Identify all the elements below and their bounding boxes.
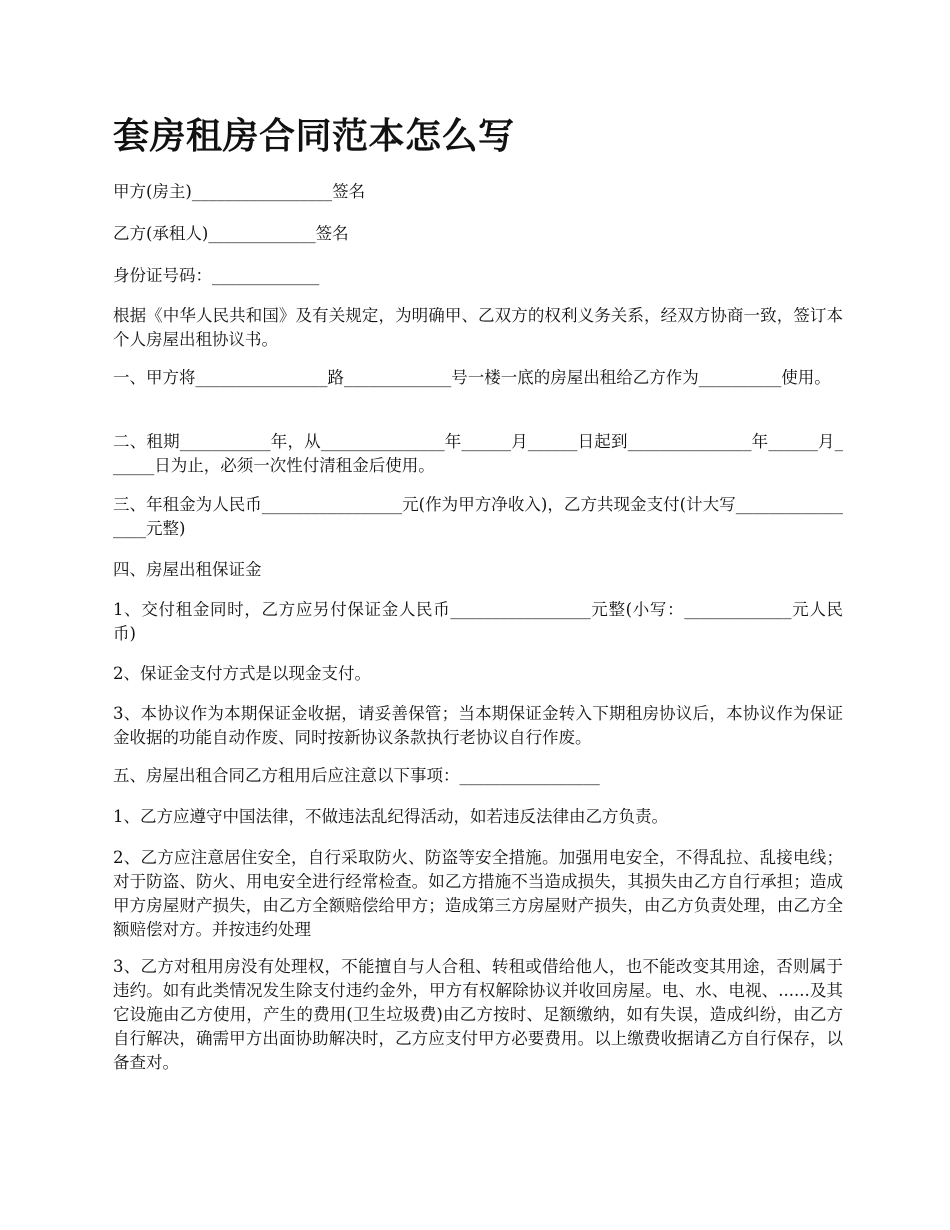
clause-4-item-3: 3、本协议作为本期保证金收据，请妥善保管；当本期保证金转入下期租房协议后，本协议作为保证金收据的功能自动作废、同时按新协议条款执行老协议自行作废。 — [113, 704, 843, 747]
clause-5-item-3: 3、乙方对租用房没有处理权，不能擅自与人合租、转租或借给他人，也不能改变其用途，否则属于违约。如有此类情况发生除支付违约金外，甲方有权解除协议并收回房屋。电、水、电视、......及其它设施由乙方使用，产生的费用(卫生垃圾费)由乙方按时、足额缴纳，如有失误，造成纠纷，由乙方自行解决，确需甲方出面协助解决时，乙方应支付甲方必要费用。以上缴费收据请乙方自行保存，以备查对。 — [113, 957, 843, 1072]
clause-4-heading: 四、房屋出租保证金 — [113, 560, 262, 579]
clause-5-heading: 五、房屋出租合同乙方租用后应注意以下事项：_________________ — [113, 766, 600, 785]
clause-3-rent: 三、年租金为人民币_________________元(作为甲方净收入)，乙方共现金支付(计大写_________________元整) — [113, 495, 843, 538]
clause-4-item-2: 2、保证金支付方式是以现金支付。 — [113, 664, 371, 683]
preamble-paragraph: 根据《中华人民共和国》及有关规定，为明确甲、乙双方的权利义务关系，经双方协商一致，签订本个人房屋出租协议书。 — [113, 306, 843, 349]
id-number-line: 身份证号码：_____________ — [113, 266, 320, 285]
tenant-signature-line: 乙方(承租人)_____________签名 — [113, 224, 349, 243]
clause-4-item-1: 1、交付租金同时，乙方应另付保证金人民币_________________元整(小写：_____________元人民币) — [113, 600, 843, 643]
document-title: 套房租房合同范本怎么写 — [113, 115, 515, 157]
clause-5-item-2: 2、乙方应注意居住安全，自行采取防火、防盗等安全措施。加强用电安全，不得乱拉、乱接电线；对于防盗、防火、用电安全进行经常检查。如乙方措施不当造成损失，其损失由乙方自行承担；造成甲方房屋财产损失，由乙方全额赔偿给甲方；造成第三方房屋财产损失，由乙方负责处理，由乙方全额赔偿对方。并按违约处理 — [113, 848, 843, 939]
landlord-signature-line: 甲方(房主)_________________签名 — [113, 182, 366, 201]
clause-2-term: 二、租期___________年，从_______________年______月______日起到_______________年______月______日为止，必须一次性付清租金后使用。 — [113, 432, 843, 475]
clause-1-property: 一、甲方将________________路_____________号一楼一底的房屋出租给乙方作为__________使用。 — [113, 368, 831, 387]
clause-5-item-1: 1、乙方应遵守中国法律，不做违法乱纪得活动，如若违反法律由乙方负责。 — [113, 807, 668, 826]
